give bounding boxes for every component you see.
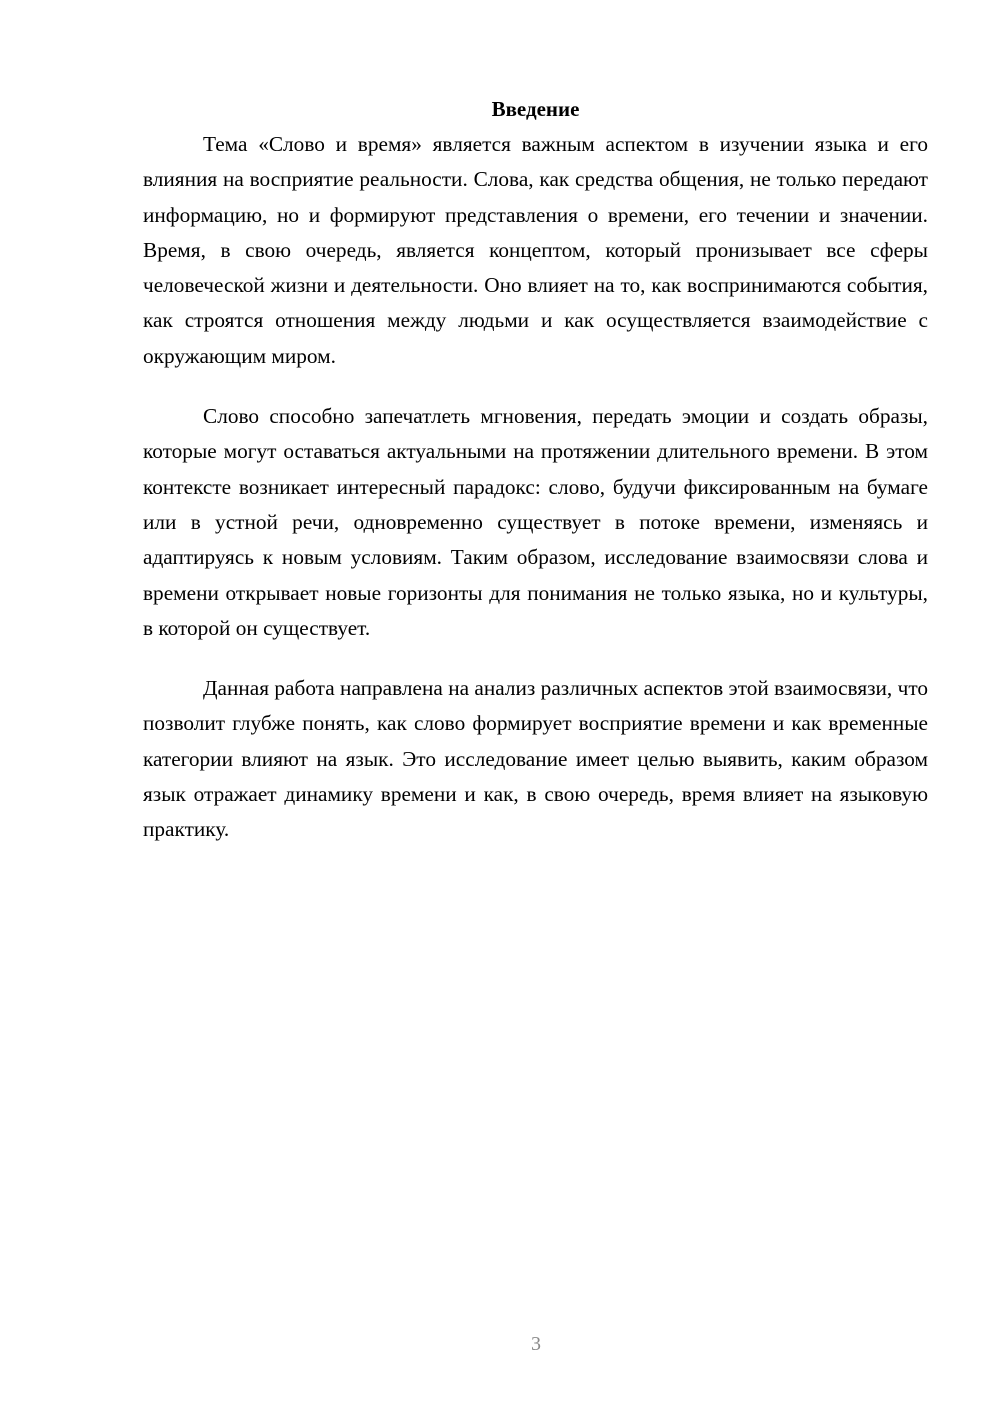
paragraph-3: Данная работа направлена на анализ различных аспектов этой взаимосвязи, что позволит глубже понять, как слово формирует восприятие времени и как временные категории влияют на язык. Это исследование имеет целью выявить, каким образом язык отражает динамику времени и как, в свою очередь, время влияет на языковую практику. (143, 676, 928, 842)
page-number: 3 (531, 1333, 541, 1355)
page-content (143, 92, 928, 873)
section-heading: Введение (491, 97, 580, 121)
paragraph-1: Тема «Слово и время» является важным аспектом в изучении языка и его влияния на восприятие реальности. Слова, как средства общения, не только передают информацию, но и формируют представления о времени, его течении и значении. Время, в свою очередь, является концептом, который пронизывает все сферы человеческой жизни и деятельности. Оно влияет на то, как воспринимаются события, как строятся отношения между людьми и как осуществляется взаимодействие с окружающим миром. (143, 132, 928, 368)
paragraph-2: Слово способно запечатлеть мгновения, передать эмоции и создать образы, которые могут оставаться актуальными на протяжении длительного времени. В этом контексте возникает интересный парадокс: слово, будучи фиксированным на бумаге или в устной речи, одновременно существует в потоке времени, изменяясь и адаптируясь к новым условиям. Таким образом, исследование взаимосвязи слова и времени открывает новые горизонты для понимания не только языка, но и культуры, в которой он существует. (143, 404, 928, 640)
